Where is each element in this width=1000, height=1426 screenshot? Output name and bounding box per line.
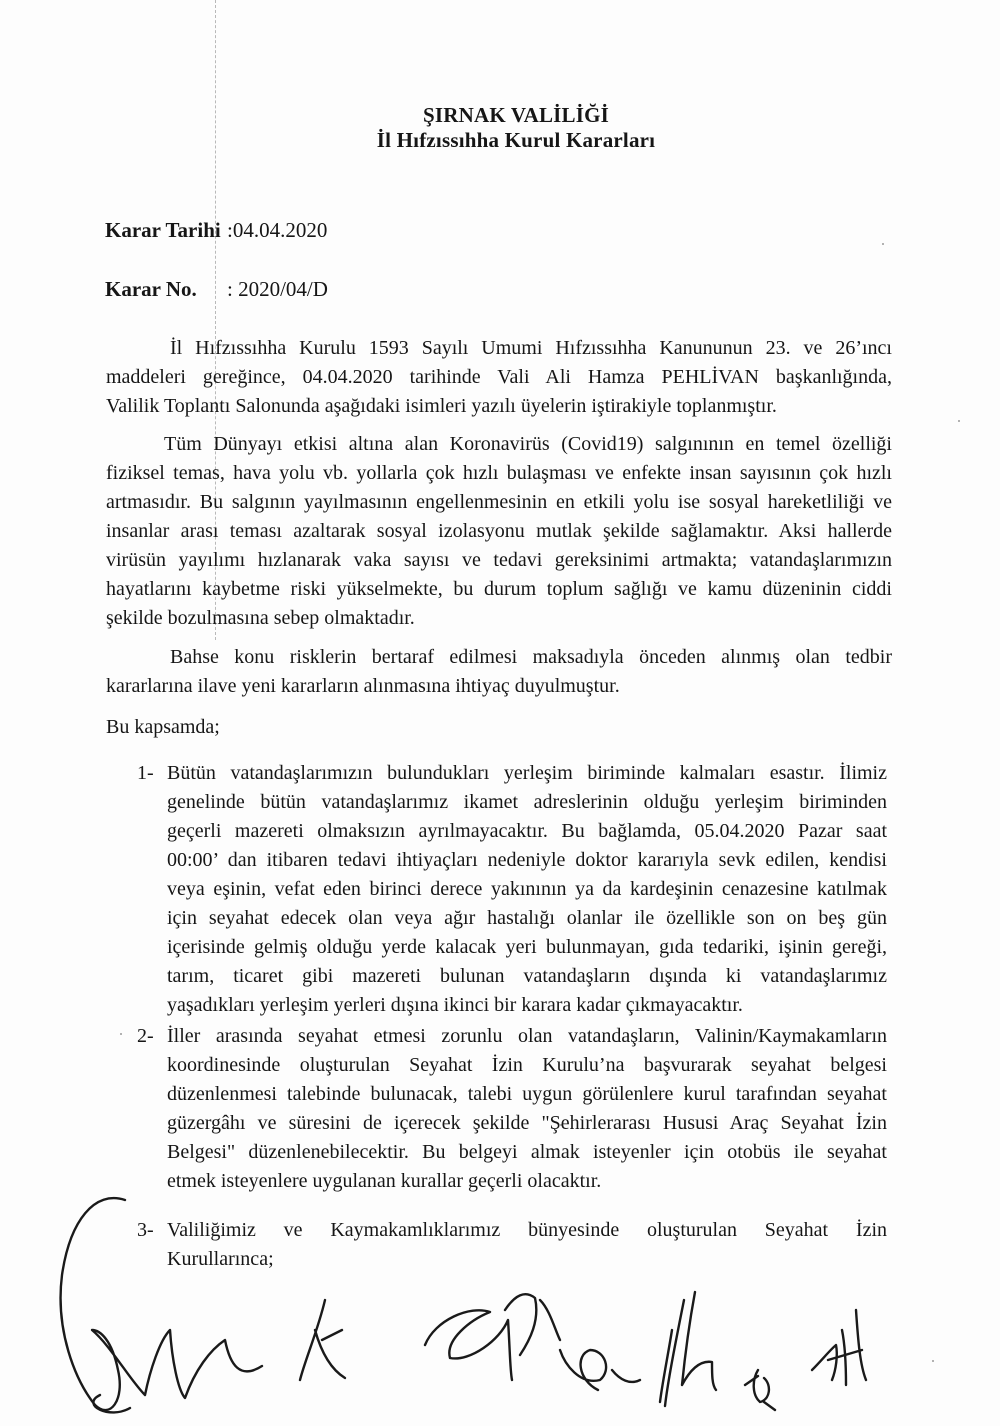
item-line: koordinesinde oluşturulan Seyahat İzin Kurulu’na başvurarak seyahat belgesi — [167, 1054, 887, 1076]
signature-3 — [425, 1294, 560, 1380]
item-line: güzergâhı ve süresini de içerecek şekilde "Şehirlerarası Hususi Araç Seyahat İzin — [167, 1112, 887, 1134]
paragraph-line: şekilde bozulmasına sebep olmaktadır. — [106, 607, 415, 629]
signature-1-tail — [93, 1395, 130, 1412]
paragraph-line: kararlarına ilave yeni kararların alınmasına ihtiyaç duyulmuştur. — [106, 675, 620, 697]
item-line: etmek isteyenlere uygulanan kurallar geçerli olacaktır. — [167, 1170, 602, 1192]
item-body — [167, 759, 887, 1020]
context-paragraph — [106, 430, 892, 633]
item-line: İller arasında seyahat etmesi zorunlu olan vatandaşların, Valinin/Kaymakamların — [167, 1025, 887, 1047]
decision-number-value: : 2020/04/D — [227, 277, 328, 301]
item-number: 1- — [137, 762, 154, 784]
document-subtitle: İl Hıfzıssıhha Kurul Kararları — [376, 128, 656, 152]
paragraph-line: Valilik Toplantı Salonunda aşağıdaki isimleri yazılı üyelerin iştirakiyle toplanmıştır. — [106, 395, 777, 417]
paragraph-line: İl Hıfzıssıhha Kurulu 1593 Sayılı Umumi Hıfzıssıhha Kanununun 23. ve 26’ıncı — [170, 337, 892, 359]
decision-date-row — [105, 218, 327, 243]
item-line: içerisinde gelmiş olduğu yerde kalacak yeri bulunmayan, gıda tedariki, işinin gereği, — [167, 936, 887, 958]
signature-1 — [61, 1198, 262, 1410]
document-title: ŞIRNAK VALİLİĞİ — [422, 103, 610, 127]
item-line: veya eşinin, vefat eden birinci derece yakınının ya da kardeşinin cenazesine katılmak — [167, 878, 887, 900]
decision-date-label: Karar Tarihi — [105, 218, 221, 242]
item-line: Valiliğimiz ve Kaymakamlıklarımız bünyesinde oluşturulan Seyahat İzin — [167, 1219, 887, 1241]
item-line: Belgesi" düzenlenebilecektir. Bu belgeyi almak isteyenler için otobüs ile seyahat — [167, 1141, 887, 1163]
scan-speck — [958, 420, 960, 422]
decision-date-value: :04.04.2020 — [227, 218, 328, 242]
signature-4 — [560, 1350, 640, 1390]
decision-number-label: Karar No. — [105, 277, 197, 301]
item-line: geçerli mazereti olmaksızın ayrılmayacaktır. Bu bağlamda, 05.04.2020 Pazar saat — [167, 820, 887, 842]
signature-7 — [812, 1310, 866, 1385]
item-line: yaşadıkları yerleşim yerleri dışına ikinci bir karara kadar çıkmayacaktır. — [167, 994, 743, 1016]
paragraph-line: Bahse konu risklerin bertaraf edilmesi maksadıyla önceden alınmış olan tedbir — [170, 646, 892, 668]
purpose-paragraph — [106, 643, 892, 701]
item-line: için seyahat edecek olan veya ağır hastalığı olanlar ile özellikle son on beş gün — [167, 907, 887, 929]
item-body — [167, 1022, 887, 1196]
item-number: 3- — [137, 1219, 154, 1241]
signature-5 — [660, 1292, 716, 1406]
paragraph-line: Bu kapsamda; — [106, 716, 220, 738]
paragraph-line: insanlar arası teması azaltarak sosyal izolasyonu mutlak şekilde sağlamaktır. Aksi hallerde — [106, 520, 892, 542]
signature-6 — [745, 1370, 775, 1410]
item-line: Bütün vatandaşlarımızın bulundukları yerleşim biriminde kalmaları esastır. İlimiz — [167, 762, 887, 784]
item-number: 2- — [137, 1025, 154, 1047]
paragraph-line: artmasıdır. Bu salgının yayılmasının engellenmesinin en etkili yolu ise sosyal hareketliliği ve — [106, 491, 892, 513]
item-line: genelinde bütün vatandaşlarımız ikamet adreslerinin olduğu yerleşim biriminden — [167, 791, 887, 813]
item-line: 00:00’ dan itibaren tedavi ihtiyaçları nedeniyle doktor kararıyla sevk edilen, kendisi — [167, 849, 887, 871]
decision-number-row — [105, 277, 328, 302]
paragraph-line: Tüm Dünyayı etkisi altına alan Koronavirüs (Covid19) salgınının en temel özelliği — [164, 433, 892, 455]
intro-paragraph — [106, 334, 892, 421]
paragraph-line: maddeleri gereğince, 04.04.2020 tarihinde Vali Ali Hamza PEHLİVAN başkanlığında, — [106, 366, 892, 388]
item-line: düzenlenmesi talebinde bulunacak, talebi uygun görülenlere kurul tarafından seyahat — [167, 1083, 887, 1105]
signatures-area — [0, 1180, 1000, 1426]
paragraph-line: hayatlarını kaybetme riski yükselmekte, bu durum toplum sağlığı ve kamu düzeninin ciddi — [106, 578, 892, 600]
paragraph-line: virüsün yayılımı hızlanarak vaka sayısı ve tedavi gereksinimi artmakta; vatandaşlarımızın — [106, 549, 892, 571]
item-line: Kurullarınca; — [167, 1248, 274, 1270]
signature-2 — [300, 1300, 345, 1380]
scan-speck — [120, 1033, 122, 1035]
item-line: tarım, ticaret gibi mazereti bulunan vatandaşların dışında ki vatandaşlarımız — [167, 965, 887, 987]
scan-speck — [882, 243, 884, 245]
scope-paragraph — [106, 713, 892, 742]
paragraph-line: fiziksel temas, hava yolu vb. yollarla çok hızlı bulaşması ve enfekte insan sayısının çok hızlı — [106, 462, 892, 484]
